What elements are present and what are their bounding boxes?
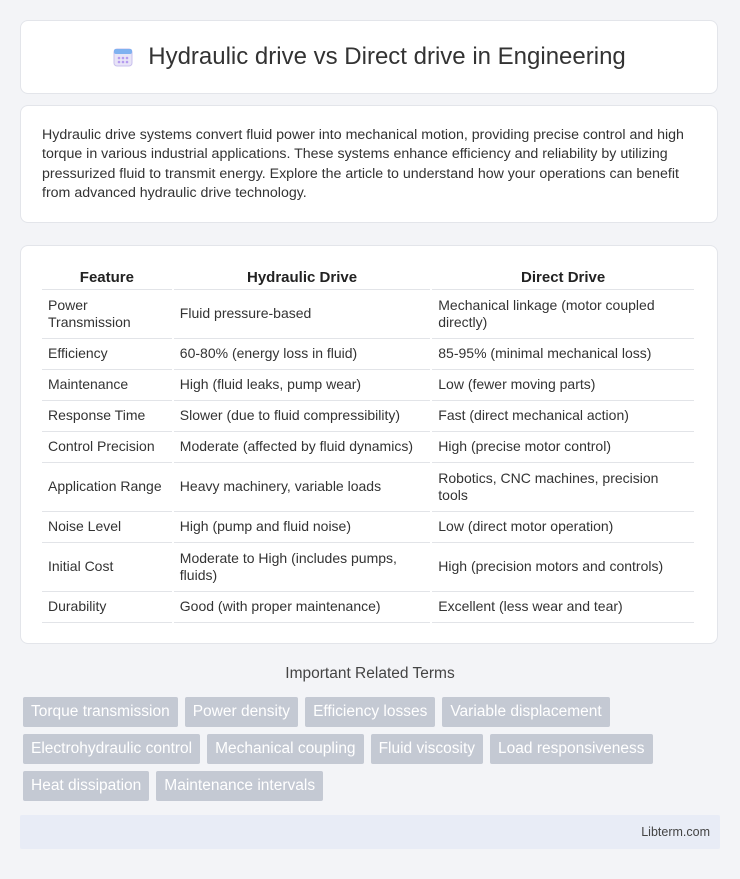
footer-site-link[interactable]: Libterm.com bbox=[641, 825, 710, 839]
direct-cell: Mechanical linkage (motor coupled directly) bbox=[432, 290, 694, 339]
header-feature: Feature bbox=[42, 268, 172, 290]
table-row bbox=[42, 401, 694, 432]
tag-fluid-viscosity[interactable]: Fluid viscosity bbox=[371, 734, 483, 764]
calendar-icon bbox=[112, 46, 134, 68]
page-title: Hydraulic drive vs Direct drive in Engineering bbox=[148, 43, 626, 70]
table-row bbox=[42, 463, 694, 512]
feature-cell: Control Precision bbox=[42, 432, 172, 463]
table-row bbox=[42, 370, 694, 401]
feature-cell: Response Time bbox=[42, 401, 172, 432]
comparison-card bbox=[20, 245, 718, 644]
table-row bbox=[42, 339, 694, 370]
direct-cell: High (precise motor control) bbox=[432, 432, 694, 463]
hydraulic-cell: Fluid pressure-based bbox=[174, 290, 430, 339]
feature-cell: Application Range bbox=[42, 463, 172, 512]
direct-cell: Fast (direct mechanical action) bbox=[432, 401, 694, 432]
hydraulic-cell: Moderate to High (includes pumps, fluids) bbox=[174, 543, 430, 592]
related-terms-title: Important Related Terms bbox=[285, 665, 455, 682]
hydraulic-cell: High (fluid leaks, pump wear) bbox=[174, 370, 430, 401]
tag-electrohydraulic-control[interactable]: Electrohydraulic control bbox=[23, 734, 200, 764]
header-card bbox=[20, 20, 718, 94]
tag-torque-transmission[interactable]: Torque transmission bbox=[23, 697, 178, 727]
footer bbox=[20, 815, 720, 849]
intro-text: Hydraulic drive systems convert fluid power into mechanical motion, providing precise control and high torque in various industrial applications. These systems enhance efficiency and reliability by utilizing pressurized fluid to transmit energy. Explore the article to understand how your operations can benefit from advanced hydraulic drive technology. bbox=[42, 127, 684, 202]
feature-cell: Durability bbox=[42, 592, 172, 623]
hydraulic-cell: 60-80% (energy loss in fluid) bbox=[174, 339, 430, 370]
feature-cell: Initial Cost bbox=[42, 543, 172, 592]
feature-cell: Power Transmission bbox=[42, 290, 172, 339]
title-wrap bbox=[112, 43, 626, 71]
related-terms-tags bbox=[23, 697, 723, 801]
feature-cell: Efficiency bbox=[42, 339, 172, 370]
comparison-table bbox=[40, 268, 696, 623]
tag-power-density[interactable]: Power density bbox=[185, 697, 298, 727]
direct-cell: 85-95% (minimal mechanical loss) bbox=[432, 339, 694, 370]
table-row bbox=[42, 512, 694, 543]
tag-heat-dissipation[interactable]: Heat dissipation bbox=[23, 771, 149, 801]
intro-card bbox=[20, 105, 718, 223]
feature-cell: Noise Level bbox=[42, 512, 172, 543]
hydraulic-cell: Slower (due to fluid compressibility) bbox=[174, 401, 430, 432]
tag-load-responsiveness[interactable]: Load responsiveness bbox=[490, 734, 653, 764]
hydraulic-cell: Good (with proper maintenance) bbox=[174, 592, 430, 623]
header-direct-drive: Direct Drive bbox=[432, 268, 694, 290]
header-hydraulic-drive: Hydraulic Drive bbox=[174, 268, 430, 290]
direct-cell: Low (fewer moving parts) bbox=[432, 370, 694, 401]
table-row bbox=[42, 432, 694, 463]
table-row bbox=[42, 592, 694, 623]
tag-maintenance-intervals[interactable]: Maintenance intervals bbox=[156, 771, 323, 801]
direct-cell: Low (direct motor operation) bbox=[432, 512, 694, 543]
tag-mechanical-coupling[interactable]: Mechanical coupling bbox=[207, 734, 363, 764]
table-row bbox=[42, 290, 694, 339]
direct-cell: Robotics, CNC machines, precision tools bbox=[432, 463, 694, 512]
table-header-row bbox=[42, 268, 694, 290]
tag-variable-displacement[interactable]: Variable displacement bbox=[442, 697, 609, 727]
direct-cell: Excellent (less wear and tear) bbox=[432, 592, 694, 623]
hydraulic-cell: Moderate (affected by fluid dynamics) bbox=[174, 432, 430, 463]
direct-cell: High (precision motors and controls) bbox=[432, 543, 694, 592]
hydraulic-cell: Heavy machinery, variable loads bbox=[174, 463, 430, 512]
hydraulic-cell: High (pump and fluid noise) bbox=[174, 512, 430, 543]
feature-cell: Maintenance bbox=[42, 370, 172, 401]
table-row bbox=[42, 543, 694, 592]
tag-efficiency-losses[interactable]: Efficiency losses bbox=[305, 697, 435, 727]
